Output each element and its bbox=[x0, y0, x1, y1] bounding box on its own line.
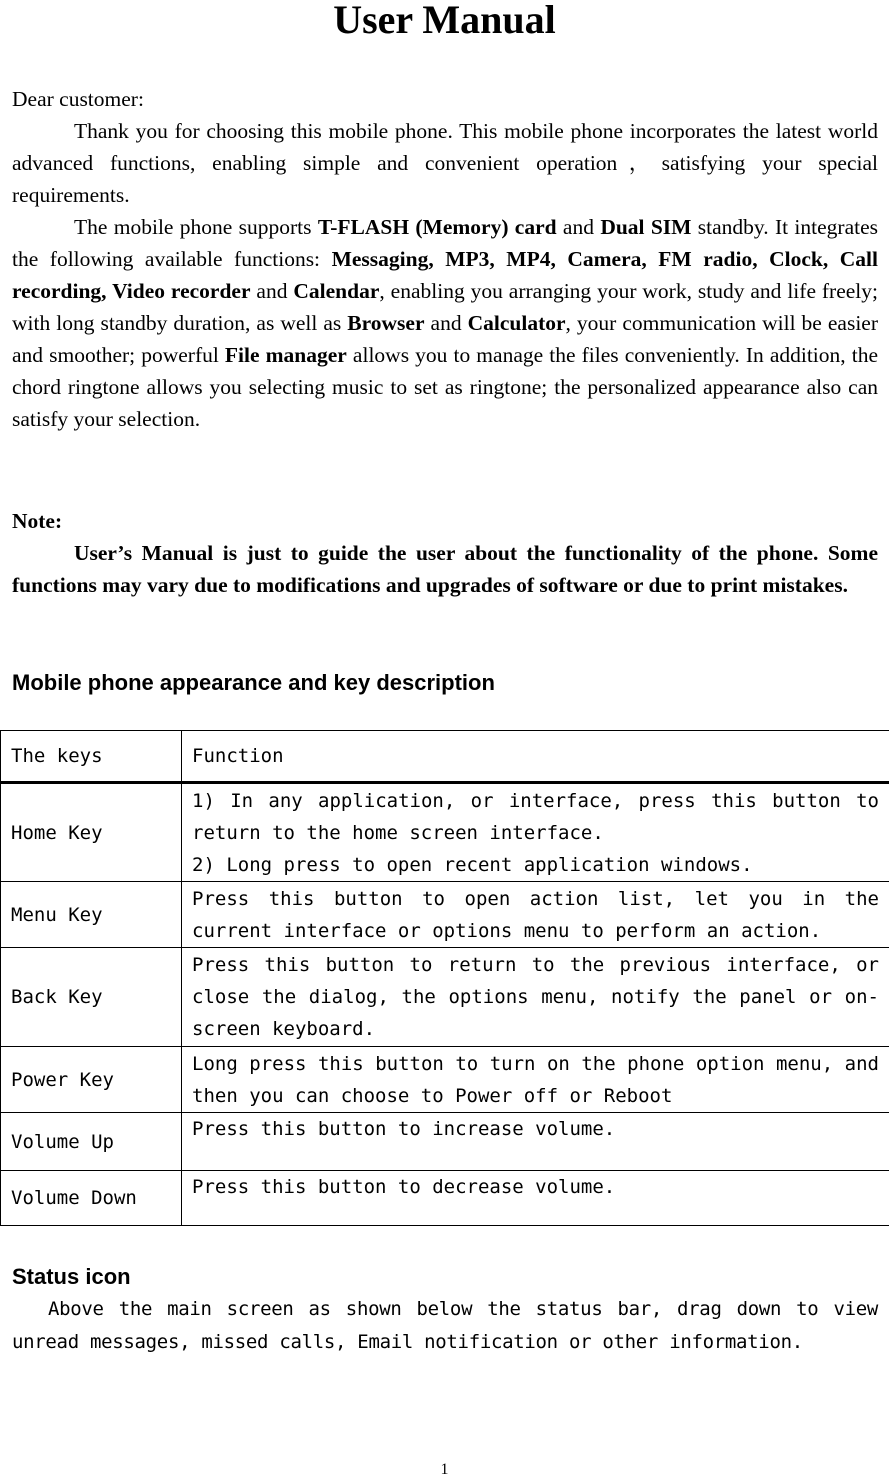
greeting: Dear customer: bbox=[12, 87, 144, 111]
key-function: Press this button to open action list, let you in the current interface or options menu to perform an action. bbox=[182, 882, 889, 948]
features-text-3: standby. It integrates the following available functions: bbox=[12, 215, 879, 271]
key-name: Home Key bbox=[1, 783, 182, 882]
table-row bbox=[1, 1171, 889, 1226]
appearance-heading: Mobile phone appearance and key description bbox=[12, 670, 495, 695]
table-row bbox=[1, 1047, 889, 1113]
table-row bbox=[1, 948, 889, 1047]
features-text-1: The mobile phone supports bbox=[74, 215, 318, 239]
features-text-8: allows you to manage the files conveniently. In addition, the chord ringtone allows you selecting music to set as ringtone; the personalized appearance also can satisfy your selection. bbox=[12, 343, 879, 431]
features-bold-browser: Browser bbox=[347, 311, 425, 335]
features-text-2: and bbox=[556, 215, 601, 239]
key-name: Power Key bbox=[1, 1047, 182, 1113]
features-bold-calendar: Calendar bbox=[293, 279, 380, 303]
table-row bbox=[1, 1113, 889, 1171]
status-text: Above the main screen as shown below the status bar, drag down to view unread messages, missed calls, Email notification or other information. bbox=[12, 1298, 878, 1353]
keys-table bbox=[0, 730, 889, 1226]
key-name: Volume Up bbox=[1, 1113, 182, 1171]
key-function: Press this button to increase volume. bbox=[182, 1113, 889, 1171]
features-text-7: , your communication will be easier and smoother; powerful bbox=[12, 311, 878, 367]
status-heading: Status icon bbox=[12, 1264, 131, 1289]
function-line: 1) In any application, or interface, press this button to return to the home screen interface. bbox=[192, 789, 879, 844]
intro-paragraph: Thank you for choosing this mobile phone. This mobile phone incorporates the latest world advanced functions, enabling simple and convenient operation，satisfying your special requirements. bbox=[12, 119, 878, 207]
features-bold-file-manager: File manager bbox=[224, 343, 347, 367]
features-bold-tflash: T-FLASH (Memory) card bbox=[317, 215, 557, 239]
key-function: Long press this button to turn on the phone option menu, and then you can choose to Power off or Reboot bbox=[182, 1047, 889, 1113]
page-title: User Manual bbox=[333, 0, 556, 42]
note-text: User’s Manual is just to guide the user about the functionality of the phone. Some functions may vary due to modifications and upgrades of software or due to print mistakes. bbox=[12, 541, 878, 597]
features-text-6: and bbox=[424, 311, 468, 335]
features-bold-functions: Messaging, MP3, MP4, Camera, FM radio, Clock, Call recording, Video recorder bbox=[12, 247, 878, 303]
header-function: Function bbox=[182, 731, 889, 783]
features-text-5: , enabling you arranging your work, study and life freely; with long standby duration, as well as bbox=[12, 279, 879, 335]
header-keys: The keys bbox=[1, 731, 182, 783]
features-bold-dualsim: Dual SIM bbox=[600, 215, 692, 239]
features-bold-calculator: Calculator bbox=[467, 311, 566, 335]
key-function: Press this button to decrease volume. bbox=[182, 1171, 889, 1226]
features-text-4: and bbox=[250, 279, 294, 303]
table-row bbox=[1, 783, 889, 882]
key-name: Volume Down bbox=[1, 1171, 182, 1226]
function-line: 2) Long press to open recent application windows. bbox=[192, 853, 753, 876]
table-row bbox=[1, 882, 889, 948]
table-header-row bbox=[1, 731, 889, 783]
features-paragraph bbox=[12, 211, 878, 435]
key-name: Menu Key bbox=[1, 882, 182, 948]
key-function bbox=[182, 783, 889, 882]
key-function: Press this button to return to the previous interface, or close the dialog, the options menu, notify the panel or on-screen keyboard. bbox=[182, 948, 889, 1047]
key-name: Back Key bbox=[1, 948, 182, 1047]
note-label: Note: bbox=[12, 509, 63, 533]
page-number: 1 bbox=[440, 1461, 449, 1478]
